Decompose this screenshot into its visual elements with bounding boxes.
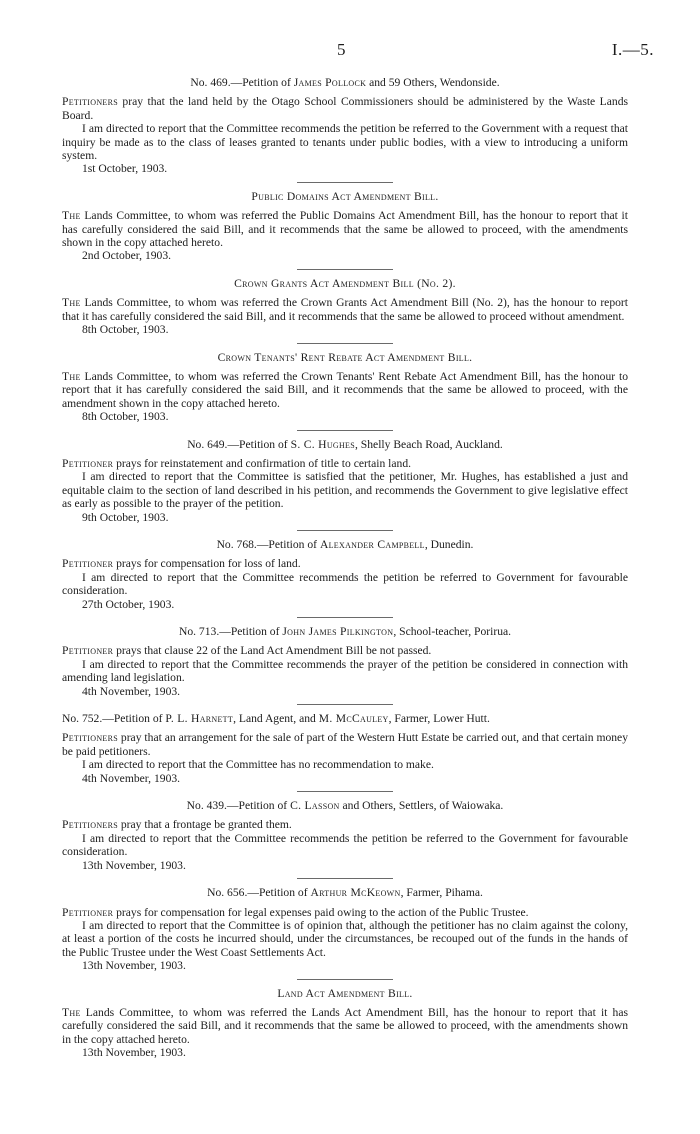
entry-report: I am directed to report that the Committee recommends the petition be referred to the Government for favourable consideration. (62, 831, 628, 859)
entry-prayer: Petitioners pray that the land held by the Otago School Commissioners should be administered by the Waste Lands Board. (62, 95, 628, 122)
entry-report: I am directed to report that the Committee has no recommendation to make. (82, 758, 434, 772)
section-divider (297, 704, 393, 705)
entry-heading: No. 713.—Petition of John James Pilkington, School-teacher, Porirua. (178, 625, 512, 638)
entry-heading: No. 469.—Petition of James Pollock and 59 Others, Wendonside. (190, 76, 500, 89)
entry-report: The Lands Committee, to whom was referred the Lands Act Amendment Bill, has the honour to report that it has carefully considered the said Bill, and it recommends that the same be allowed to proceed, with the amendments shown in the copy attached hereto. (62, 1005, 628, 1046)
page-header (0, 40, 700, 64)
entry-report: The Lands Committee, to whom was referred the Public Domains Act Amendment Bill, has the honour to report that it has carefully considered the said Bill, and it recommends that the same be allowed to proceed, with the amendments shown in the copy attached hereto. (62, 209, 628, 250)
section-divider (297, 878, 393, 879)
entry-date: 9th October, 1903. (82, 510, 169, 524)
entry-heading: No. 439.—Petition of C. Lasson and Others, Settlers, of Waiowaka. (186, 799, 504, 813)
entry-report: I am directed to report that the Committee is satisfied that the petitioner, Mr. Hughes, has established a just and equitable claim to the section of land described in his petition, and recommends the Government to give legislative effect as early as possible to the prayer of the petition. (62, 470, 628, 511)
entry-date: 13th November, 1903. (82, 858, 186, 872)
entry-report: The Lands Committee, to whom was referred the Crown Grants Act Amendment Bill (No. 2), has the honour to report that it has carefully considered the said Bill, and it recommends that the same be allowed to proceed without amendment. (62, 296, 628, 323)
section-divider (297, 430, 393, 431)
entry-prayer: Petitioner prays that clause 22 of the Land Act Amendment Bill be not passed. (62, 644, 432, 658)
section-divider (297, 791, 393, 792)
entry-heading: Land Act Amendment Bill. (277, 986, 413, 1000)
entry-heading: No. 768.—Petition of Alexander Campbell, Dunedin. (216, 537, 474, 551)
entry-date: 1st October, 1903. (82, 162, 168, 176)
entry-prayer: Petitioner prays for compensation for loss of land. (62, 557, 301, 571)
entry-prayer: Petitioner prays for compensation for legal expenses paid owing to the action of the Public Trustee. (62, 905, 529, 919)
section-divider (297, 182, 393, 183)
section-divider (297, 269, 393, 270)
entry-heading: Crown Tenants' Rent Rebate Act Amendment Bill. (217, 350, 473, 364)
entry-prayer: Petitioner prays for reinstatement and confirmation of title to certain land. (62, 456, 412, 470)
document-body (62, 76, 628, 1060)
petition-entry (62, 712, 628, 785)
entry-date: 4th November, 1903. (82, 771, 181, 785)
entry-report: I am directed to report that the Committee recommends the petition be referred to the Government with a request that inquiry be made as to the class of leases granted to tenants under public bodies, with a view to introducing a uniform system. (62, 122, 628, 163)
section-divider (297, 979, 393, 980)
petition-entry (62, 438, 628, 524)
entry-date: 4th November, 1903. (82, 684, 181, 698)
entry-date: 13th November, 1903. (82, 959, 186, 973)
entry-date: 8th October, 1903. (82, 410, 169, 424)
bill-entry (62, 351, 628, 424)
entry-date: 13th November, 1903. (82, 1046, 186, 1060)
section-divider (297, 530, 393, 531)
petition-entry (62, 538, 628, 611)
entry-date: 2nd October, 1903. (82, 249, 172, 263)
entry-report: I am directed to report that the Committee is of opinion that, although the petitioner has no claim against the colony, at least a portion of the costs he incurred should, under the circumstances, be recouped out of the funds in the hands of the Public Trustee under the West Coast Settlements Act. (62, 918, 628, 959)
entry-date: 27th October, 1903. (82, 597, 175, 611)
section-divider (297, 343, 393, 344)
paper-reference: I.—5. (611, 40, 654, 59)
petition-entry (62, 76, 628, 176)
entry-heading: No. 649.—Petition of S. C. Hughes, Shelly Beach Road, Auckland. (187, 437, 503, 451)
bill-entry (62, 190, 628, 263)
entry-date: 8th October, 1903. (82, 323, 169, 337)
petition-entry (62, 799, 628, 872)
bill-entry (62, 277, 628, 337)
entry-prayer: Petitioners pray that an arrangement for the sale of part of the Western Hutt Estate be carried out, and that certain money be paid petitioners. (62, 731, 628, 758)
entry-report: I am directed to report that the Committee recommends the prayer of the petition be considered in connection with amending land legislation. (62, 657, 628, 685)
entry-heading: Public Domains Act Amendment Bill. (251, 189, 439, 203)
entry-report: I am directed to report that the Committee recommends the petition be referred to Government for favourable consideration. (62, 570, 628, 598)
bill-entry (62, 987, 628, 1060)
entry-heading: No. 656.—Petition of Arthur McKeown, Farmer, Pihama. (207, 886, 483, 900)
section-divider (297, 617, 393, 618)
page-number: 5 (337, 40, 346, 59)
entry-heading: Crown Grants Act Amendment Bill (No. 2). (234, 276, 456, 290)
petition-entry (62, 625, 628, 698)
entry-prayer: Petitioners pray that a frontage be granted them. (62, 818, 292, 832)
entry-heading: No. 752.—Petition of P. L. Harnett, Land Agent, and M. McCauley, Farmer, Lower Hutt. (62, 712, 490, 726)
petition-entry (62, 886, 628, 972)
entry-report: The Lands Committee, to whom was referred the Crown Tenants' Rent Rebate Act Amendment Bill, has the honour to report that it has carefully considered the said Bill, and it recommends that the same be allowed to proceed, with the amendment shown in the copy attached hereto. (62, 369, 628, 410)
